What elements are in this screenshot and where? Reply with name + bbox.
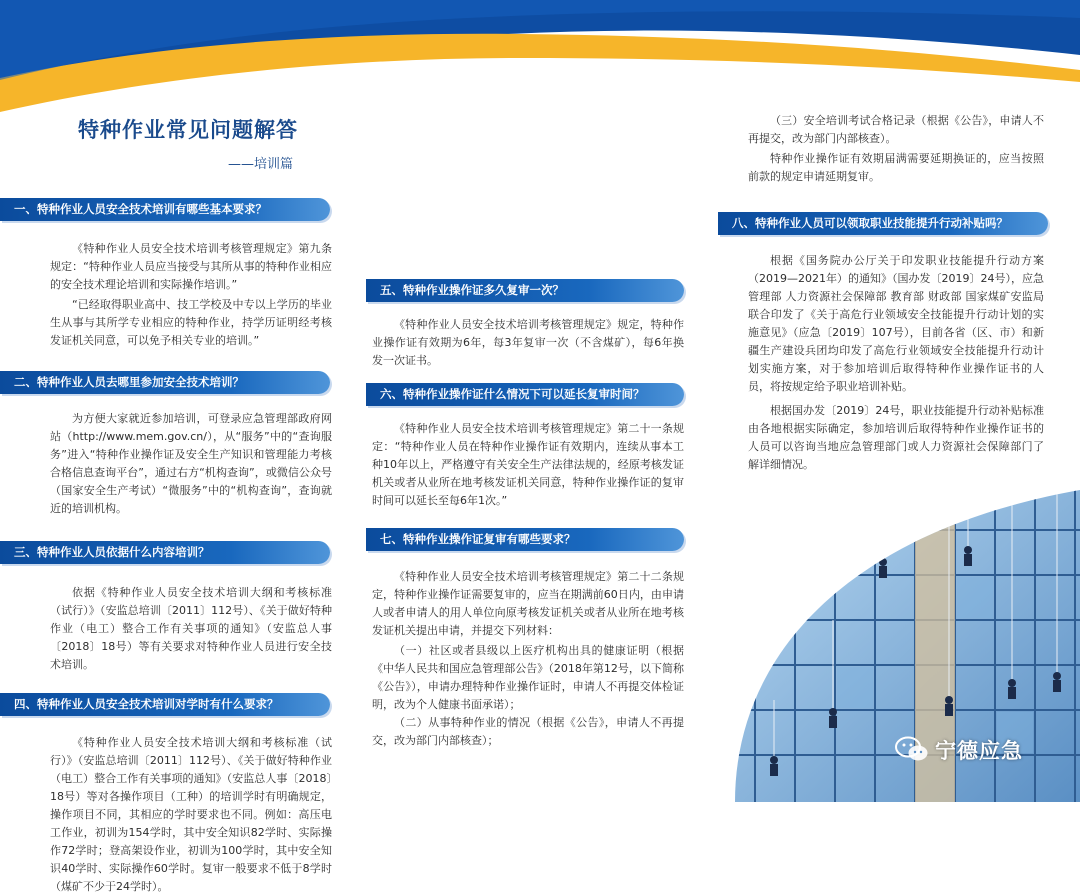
section-5-heading: 五、特种作业操作证多久复审一次？ <box>366 279 684 302</box>
section-7-heading: 七、特种作业操作证复审有哪些要求？ <box>366 528 684 551</box>
section-6-heading: 六、特种作业操作证什么情况下可以延长复审时间？ <box>366 383 684 406</box>
page-title: 特种作业常见问题解答 <box>78 118 298 142</box>
section-7-para-4: （三）安全培训考试合格记录（根据《公告》，申请人不再提交，改为部门内部核查）。 <box>748 114 1044 145</box>
brand-watermark <box>895 735 1023 765</box>
wechat-icon <box>895 736 929 764</box>
page-subtitle: ——培训篇 <box>228 157 294 172</box>
section-7-para-1: 《特种作业人员安全技术培训考核管理规定》第二十二条规定，特种作业操作证需要复审的，应当在期满前60日内，由申请人或者申请人的用人单位向原考核发证机关或者从业所在地考核发证机关提出申请，并提交下列材料： <box>372 570 684 637</box>
section-1-para-1: 《特种作业人员安全技术培训考核管理规定》第九条规定：“特种作业人员应当接受与其所从事的特种作业相应的安全技术理论培训和实际操作培训。” <box>50 242 332 291</box>
brand-name: 宁德应急 <box>935 739 1023 763</box>
section-5-para-1: 《特种作业人员安全技术培训考核管理规定》规定，特种作业操作证有效期为6年，每3年复审一次（不含煤矿），每6年换发一次证书。 <box>372 318 684 367</box>
section-8-para-1: 根据《国务院办公厅关于印发职业技能提升行动方案（2019—2021年）的通知》（国办发〔2019〕24号），应急管理部 人力资源社会保障部 教育部 财政部 国家煤矿安监局联合印发了《关于高危行业领域安全技能提升行动计划的实施意见》（应急〔2019〕107号），目前各省（区、市）和新疆生产建设兵团均印发了高危行业领域安全技能提升行动计划实施方案，对于参加培训后取得特种作业操作证书的人员，将按规定给予职业培训补贴。 <box>748 254 1044 393</box>
section-8-heading: 八、特种作业人员可以领取职业技能提升行动补贴吗？ <box>718 212 1048 235</box>
section-2-para-1: 为方便大家就近参加培训，可登录应急管理部政府网站（http://www.mem.gov.cn/），从“服务”中的“查询服务”进入“特种作业操作证及安全生产知识和管理能力考核合格信息查询平台”，通过右方“机构查询”，或微信公众号（国家安全生产考试）“微服务”中的“机构查询”，查询就近的培训机构。 <box>50 412 332 515</box>
section-7-para-2: （一）社区或者县级以上医疗机构出具的健康证明（根据《中华人民共和国应急管理部公告》（2018年第12号，以下简称《公告》），申请办理特种作业操作证时，申请人不再提交体检证明，改为个人健康书面承诺）； <box>372 644 684 711</box>
section-2-heading: 二、特种作业人员去哪里参加安全技术培训？ <box>0 371 330 394</box>
section-3-para-1: 依据《特种作业人员安全技术培训大纲和考核标准（试行）》（安监总培训〔2011〕112号）、《关于做好特种作业（电工）整合工作有关事项的通知》（安监总人事〔2018〕18号）等有关要求对特种作业人员进行安全技术培训。 <box>50 586 332 671</box>
section-8-para-2: 根据国办发〔2019〕24号，职业技能提升行动补贴标准由各地根据实际确定，参加培训后取得特种作业操作证书的人员可以咨询当地应急管理部门或人力资源社会保障部门了解详细情况。 <box>748 404 1044 471</box>
section-3-heading: 三、特种作业人员依据什么内容培训？ <box>0 541 330 564</box>
section-7-para-5: 特种作业操作证有效期届满需要延期换证的，应当按照前款的规定申请延期复审。 <box>748 152 1044 183</box>
section-1-para-2: “已经取得职业高中、技工学校及中专以上学历的毕业生从事与其所学专业相应的特种作业，持学历证明经考核发证机关同意，可以免予相关专业的培训。” <box>50 298 332 347</box>
section-6-para-1: 《特种作业人员安全技术培训考核管理规定》第二十一条规定：“特种作业人员在特种作业操作证有效期内，连续从事本工种10年以上，严格遵守有关安全生产法律法规的，经原考核发证机关或者从业所在地考核发证机关同意，特种作业操作证的复审时间可以延长至每6年1次。” <box>372 422 684 507</box>
section-4-para-1: 《特种作业人员安全技术培训大纲和考核标准（试行）》（安监总培训〔2011〕112号）、《关于做好特种作业（电工）整合工作有关事项的通知》（安监总人事〔2018〕18号）等对各操作项目（工种）的培训学时有明确规定，操作项目不同，其相应的学时要求也不同。例如：高压电工作业，初训为154学时，其中安全知识82学时、实际操作72学时；登高架设作业，初训为100学时，其中安全知识40学时、实际操作60学时。复审一般要求不低于8学时（煤矿不少于24学时）。 <box>50 736 332 893</box>
section-7-para-3: （二）从事特种作业的情况（根据《公告》，申请人不再提交，改为部门内部核查）； <box>372 716 684 747</box>
section-4-heading: 四、特种作业人员安全技术培训对学时有什么要求？ <box>0 693 330 716</box>
top-decorative-band <box>0 0 1080 130</box>
section-1-heading: 一、特种作业人员安全技术培训有哪些基本要求？ <box>0 198 330 221</box>
